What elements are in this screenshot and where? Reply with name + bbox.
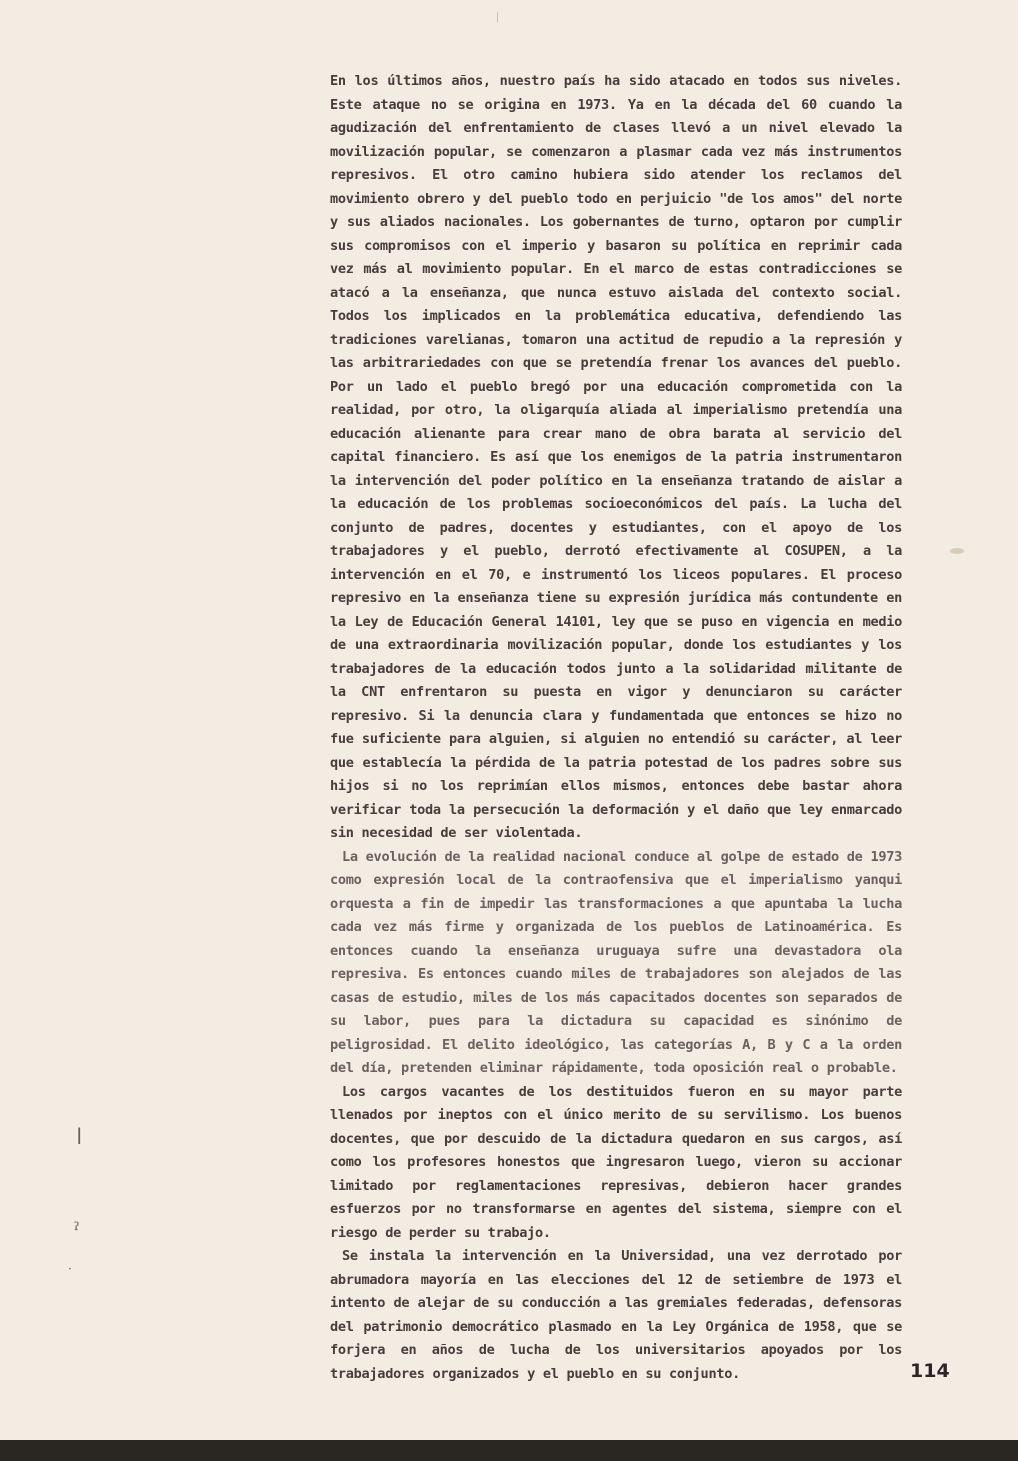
paragraph-4: Se instala la intervención en la Universidad, una vez derrotado por abrumadora mayoría en las elecciones del 12 de setiembre de 1973 el intento de alejar de su conducción a las gremiales federadas, defensoras del patrimonio democrático plasmado en la Ley Orgánica de 1958, que se forjera en años de lucha de los universitarios apoyados por los trabajadores organizados y el pueblo en su conjunto. bbox=[330, 1248, 902, 1382]
paragraph-1: En los últimos años, nuestro país ha sido atacado en todos sus niveles. Este ataque no se origina en 1973. Ya en la década del 60 cuando la agudización del enfrentamiento de clases llevó a un nivel elevado la movilización popular, se comenzaron a plasmar cada vez más instrumentos represivos. El otro camino hubiera sido atender los reclamos del movimiento obrero y del pueblo todo en perjuicio "de los amos" del norte y sus aliados nacionales. Los gobernantes de turno, optaron por cumplir sus compromisos con el imperio y basaron su política en reprimir cada vez más al movimiento popular. En el marco de estas contradicciones se atacó a la enseñanza, que nunca estuvo aislada del contexto social. Todos los implicados en la problemática educativa, defendiendo las tradiciones varelianas, tomaron una actitud de repudio a la represión y las arbitrariedades con que se pretendía frenar los avances del pueblo. Por un lado el pueblo bregó por una educación comprometida con la realidad, por otro, la oligarquía aliada al imperialismo pretendía una educación alienante para crear mano de obra barata al servicio del capital financiero. Es así que los enemigos de la patria instrumentaron la intervención del poder político en la enseñanza tratando de aislar a la educación de los problemas socioeconómicos del país. La lucha del conjunto de padres, docentes y estudiantes, con el apoyo de los trabajadores y el pueblo, derrotó efectivamente al COSUPEN, a la intervención en el 70, e instrumentó los liceos populares. El proceso represivo en la enseñanza tiene su expresión jurídica más contundente en la Ley de Educación General 14101, ley que se puso en vigencia en medio de una extraordinaria movilización popular, donde los estudiantes y los trabajadores de la educación todos junto a la solidaridad militante de la CNT enfrentaron su puesta en vigor y denunciaron su carácter represivo. Si la denuncia clara y fundamentada que entonces se hizo no fue suficiente para alguien, si alguien no entendió su carácter, al leer que establecía la pérdida de la patria potestad de los padres sobre sus hijos si no los reprimían ellos mismos, entonces debe bastar ahora verificar toda la persecución la deformación y el daño que ley enmarcado sin necesidad de ser violentada. bbox=[330, 73, 902, 841]
body-text bbox=[330, 70, 902, 1386]
margin-mark: ˀ bbox=[74, 1218, 80, 1242]
scan-bottom-edge bbox=[0, 1440, 1018, 1461]
margin-mark: ǀ bbox=[76, 1125, 83, 1150]
paragraph-2: La evolución de la realidad nacional conduce al golpe de estado de 1973 como expresión local de la contraofensiva que el imperialismo yanqui orquesta a fin de impedir las transformaciones a que apuntaba la lucha cada vez más firme y organizada de los pueblos de Latinoamérica. Es entonces cuando la enseñanza uruguaya sufre una devastadora ola represiva. Es entonces cuando miles de trabajadores son alejados de las casas de estudio, miles de los más capacitados docentes son separados de su labor, pues para la dictadura su capacidad es sinónimo de peligrosidad. El delito ideológico, las categorías A, B y C a la orden del día, pretenden eliminar rápidamente, toda oposición real o probable. bbox=[330, 848, 902, 1076]
paragraph-3: Los cargos vacantes de los destituidos fueron en su mayor parte llenados por ineptos con el único merito de su servilismo. Los buenos docentes, que por descuido de la dictadura quedaron en sus cargos, así como los profesores honestos que ingresaron luego, vieron su accionar limitado por reglamentaciones represivas, debieron hacer grandes esfuerzos por no transformarse en agentes del sistema, siempre con el riesgo de perder su trabajo. bbox=[330, 1083, 902, 1241]
page-smudge bbox=[950, 548, 964, 554]
margin-mark: · bbox=[68, 1262, 72, 1276]
page-mark bbox=[497, 12, 498, 22]
page-number: 114 bbox=[910, 1360, 950, 1382]
